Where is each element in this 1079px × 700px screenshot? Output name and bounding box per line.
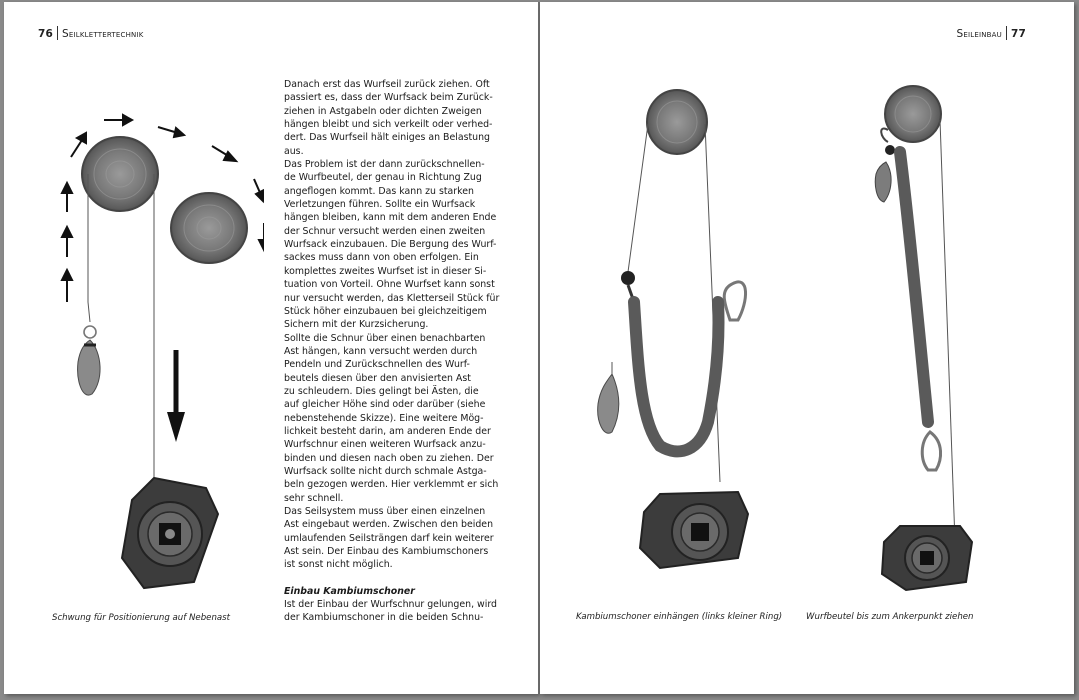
- right-page: [540, 2, 1074, 694]
- right-caption-right: Wurfbeutel bis zum Ankerpunkt ziehen: [806, 612, 974, 622]
- paragraph: Das Seilsystem muss über einen einzelnen Ast eingebaut werden. Zwischen den beiden umlaufenden Seilsträngen darf kein weiterer Ast sein. Der Einbau des Kambiumschoners ist sonst nicht möglich.: [284, 506, 494, 571]
- right-page-number: 77: [1010, 28, 1026, 40]
- branch-section-right: [171, 193, 247, 263]
- right-running-title: Seileinbau: [956, 28, 1002, 40]
- figure-throw-bag-to-anchor: [875, 86, 972, 590]
- figure-cambium-saver-hanging: [598, 90, 748, 568]
- paragraph: Ist der Einbau der Wurfschnur gelungen, wird der Kambiumschoner in die beiden Schnu-: [284, 599, 497, 624]
- paragraph: Danach erst das Wurfseil zurück ziehen. Oft passiert es, dass der Wurfsack beim Zurück- ziehen in Astgabeln oder dichten Zweigen hängen bleibt und sich verkeilt oder verhed- dert. Das Wurfseil hält einiges an Belastung aus.: [284, 79, 493, 157]
- throw-bag: [78, 340, 100, 395]
- branch-section-left: [82, 137, 158, 211]
- right-caption-left: Kambiumschoner einhängen (links kleiner Ring): [576, 612, 783, 622]
- left-running-title: Seilklettertechnik: [62, 28, 144, 40]
- body-text: [284, 78, 516, 625]
- left-page-number: 76: [38, 28, 54, 40]
- throw-ring: [84, 326, 96, 338]
- throw-line-reel: [122, 478, 218, 588]
- subheading: Einbau Kambiumschoner: [284, 585, 415, 597]
- swing-figure: [4, 2, 264, 602]
- left-figure-caption: Schwung für Positionierung auf Nebenast: [52, 613, 231, 623]
- big-down-arrow: [167, 350, 185, 442]
- throw-line: [88, 174, 154, 482]
- paragraph: Sollte die Schnur über einen benachbarten Ast hängen, kann versucht werden durch Pendeln und Zurückschnellen des Wurf- beutels diesen über den anvisierten Ast zu schleudern. Dies gelingt bei Ästen, die auf gleicher Höhe sind oder darüber (siehe nebenstehende Skizze). Eine weitere Mög- lichkeit besteht darin, am anderen Ende der Wurfschnur einen weiteren Wurfsack anzu- binden und diesen nach oben zu ziehen. Der Wurfsack sollte nicht durch schmale Astga- beln gezogen werden. Hier verklemmt er sich sehr schnell.: [284, 332, 499, 504]
- left-page: [4, 2, 538, 694]
- paragraph: Das Problem ist der dann zurückschnellen- de Wurfbeutel, der genau in Richtung Zug angeflogen kommt. Das kann zu starken Verletzungen führen. Sollte ein Wurfsack hängen bleiben, kann mit dem anderen Ende der Schnur versucht werden einen zweiten Wurfsack einzubauen. Die Bergung des Wurf- sackes muss dann von oben erfolgen. Ein komplettes zweites Wurfset ist in dieser Si- tuation von Vorteil. Ohne Wurfset kann sonst nur versucht werden, das Kletterseil Stück für Stück höher einzubauen bei gleichzeitigem Sichern mit der Kurzsicherung.: [284, 159, 500, 331]
- cambium-saver-figures: [540, 2, 1074, 602]
